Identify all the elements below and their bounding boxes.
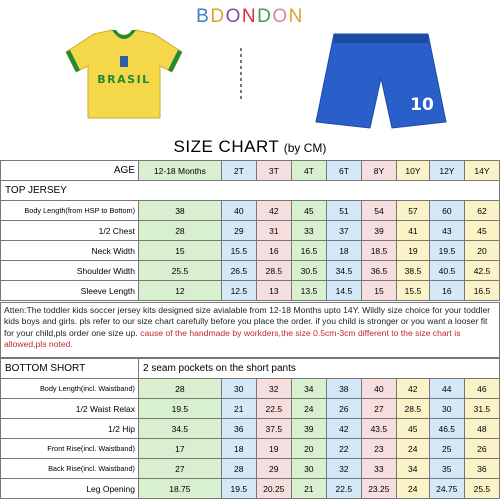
size-header: 10Y [396, 161, 429, 181]
brand-letter: D [257, 6, 273, 27]
size-value-cell: 19 [396, 241, 429, 261]
size-value-cell: 44 [429, 379, 464, 399]
size-value-cell: 51 [326, 201, 361, 221]
size-value-cell: 39 [291, 419, 326, 439]
note-warning: cause of the handmade by workders,the size 0.5cm-3cm different to the size chart is allowed,pls noted. [4, 327, 461, 350]
size-value-cell: 28 [221, 459, 256, 479]
size-value-cell: 41 [396, 221, 429, 241]
size-value-cell: 15.5 [221, 241, 256, 261]
jersey-image [58, 28, 190, 120]
measurement-label: 1/2 Waist Relax [1, 399, 139, 419]
size-value-cell: 18.75 [138, 479, 221, 499]
size-value-cell: 12 [139, 281, 222, 301]
size-value-cell: 18 [326, 241, 361, 261]
size-value-cell: 24.75 [429, 479, 464, 499]
size-value-cell: 30 [221, 379, 256, 399]
top-row [1, 201, 500, 221]
size-value-cell: 42 [396, 379, 429, 399]
size-value-cell: 42.5 [464, 261, 499, 281]
bottom-row [1, 379, 500, 399]
top-section-row [1, 181, 500, 201]
shorts-image [312, 30, 450, 134]
measurement-label: 1/2 Hip [1, 419, 139, 439]
size-value-cell: 37 [326, 221, 361, 241]
waistband [334, 34, 428, 43]
note-text: Atten:The toddler kids soccer jersey kits designed size avialable from 12-18 Months upto 14Y. Wildly size choice for your toddler kids boys and girls. pls refer to our size chart carefully before you place the order. if you child is stronger or you want a looser fit for your child,pls order one size up. [4, 305, 491, 338]
size-value-cell: 22 [326, 439, 361, 459]
size-header: 12Y [429, 161, 464, 181]
size-header: 8Y [361, 161, 396, 181]
size-value-cell: 31.5 [464, 399, 499, 419]
size-value-cell: 24 [396, 479, 429, 499]
bottom-section-title: BOTTOM SHORT [1, 359, 139, 379]
size-value-cell: 20 [291, 439, 326, 459]
size-value-cell: 20 [464, 241, 499, 261]
size-value-cell: 13 [256, 281, 291, 301]
size-value-cell: 25 [429, 439, 464, 459]
size-value-cell: 45 [291, 201, 326, 221]
age-label: AGE [1, 161, 139, 181]
size-value-cell: 34 [396, 459, 429, 479]
size-value-cell: 38.5 [396, 261, 429, 281]
size-value-cell: 27 [361, 399, 396, 419]
size-value-cell: 22.5 [256, 399, 291, 419]
title-unit: (by CM) [283, 141, 327, 155]
measurement-label: 1/2 Chest [1, 221, 139, 241]
bottom-row [1, 439, 500, 459]
bottom-section-row [1, 359, 500, 379]
top-row [1, 281, 500, 301]
top-jersey-table [0, 160, 500, 301]
divider-line [240, 48, 242, 102]
size-value-cell: 15 [361, 281, 396, 301]
size-value-cell: 35 [429, 459, 464, 479]
size-value-cell: 16.5 [291, 241, 326, 261]
size-value-cell: 43.5 [361, 419, 396, 439]
size-value-cell: 22.5 [326, 479, 361, 499]
size-value-cell: 28 [138, 379, 221, 399]
size-value-cell: 28.5 [256, 261, 291, 281]
crest-icon [120, 56, 128, 67]
size-value-cell: 29 [221, 221, 256, 241]
size-value-cell: 45 [396, 419, 429, 439]
size-value-cell: 39 [361, 221, 396, 241]
size-value-cell: 40.5 [429, 261, 464, 281]
top-row [1, 221, 500, 241]
size-value-cell: 30.5 [291, 261, 326, 281]
size-value-cell: 28 [139, 221, 222, 241]
jersey-text: BRASIL [97, 73, 151, 86]
brand-letter: O [225, 6, 242, 27]
measurement-label: Leg Opening [1, 479, 139, 499]
top-row [1, 241, 500, 261]
size-value-cell: 12.5 [221, 281, 256, 301]
size-value-cell: 37.5 [256, 419, 291, 439]
shorts-number: 10 [410, 95, 434, 115]
top-section-title: TOP JERSEY [1, 181, 500, 201]
size-value-cell: 54 [361, 201, 396, 221]
size-value-cell: 40 [361, 379, 396, 399]
size-value-cell: 32 [256, 379, 291, 399]
size-value-cell: 14.5 [326, 281, 361, 301]
size-value-cell: 38 [326, 379, 361, 399]
measurement-label: Neck Width [1, 241, 139, 261]
size-value-cell: 30 [429, 399, 464, 419]
size-value-cell: 15.5 [396, 281, 429, 301]
size-header: 6T [326, 161, 361, 181]
size-value-cell: 42 [256, 201, 291, 221]
bottom-row [1, 419, 500, 439]
size-value-cell: 28.5 [396, 399, 429, 419]
size-value-cell: 16.5 [464, 281, 499, 301]
size-value-cell: 26 [464, 439, 499, 459]
size-value-cell: 60 [429, 201, 464, 221]
size-value-cell: 16 [256, 241, 291, 261]
bottom-row [1, 459, 500, 479]
bottom-short-table [0, 358, 500, 499]
size-header: 4T [291, 161, 326, 181]
measurement-label: Body Length(from HSP to Bottom) [1, 201, 139, 221]
bottom-section-note: 2 seam pockets on the short pants [138, 359, 499, 379]
brand-letter: O [272, 6, 289, 27]
measurement-label: Front Rise(incl. Waistband) [1, 439, 139, 459]
size-value-cell: 48 [464, 419, 499, 439]
size-value-cell: 16 [429, 281, 464, 301]
brand-letter: N [241, 6, 258, 27]
size-header: 12-18 Months [139, 161, 222, 181]
size-value-cell: 21 [221, 399, 256, 419]
bottom-row [1, 479, 500, 499]
measurement-label: Body Length(incl. Waistband) [1, 379, 139, 399]
brand-letter: N [288, 6, 304, 27]
title-main: SIZE CHART [173, 137, 280, 156]
size-value-cell: 36 [221, 419, 256, 439]
size-value-cell: 26.5 [221, 261, 256, 281]
size-value-cell: 19.5 [429, 241, 464, 261]
size-value-cell: 18.5 [361, 241, 396, 261]
size-value-cell: 24 [291, 399, 326, 419]
size-value-cell: 19.5 [138, 399, 221, 419]
size-value-cell: 40 [221, 201, 256, 221]
brand-letter: B [196, 6, 211, 27]
size-value-cell: 30 [291, 459, 326, 479]
measurement-label: Shoulder Width [1, 261, 139, 281]
size-value-cell: 32 [326, 459, 361, 479]
brand-logo [0, 6, 500, 28]
size-value-cell: 34 [291, 379, 326, 399]
size-value-cell: 23.25 [361, 479, 396, 499]
size-header: 14Y [464, 161, 499, 181]
size-value-cell: 46 [464, 379, 499, 399]
size-chart-title [0, 137, 500, 157]
size-value-cell: 18 [221, 439, 256, 459]
size-value-cell: 62 [464, 201, 499, 221]
size-header: 2T [221, 161, 256, 181]
size-header: 3T [256, 161, 291, 181]
size-value-cell: 36 [464, 459, 499, 479]
size-value-cell: 23 [361, 439, 396, 459]
size-value-cell: 19.5 [221, 479, 256, 499]
size-value-cell: 24 [396, 439, 429, 459]
size-value-cell: 17 [138, 439, 221, 459]
size-value-cell: 21 [291, 479, 326, 499]
measurement-label: Back Rise(incl. Waistband) [1, 459, 139, 479]
size-value-cell: 25.5 [139, 261, 222, 281]
size-value-cell: 43 [429, 221, 464, 241]
top-row [1, 261, 500, 281]
size-value-cell: 27 [138, 459, 221, 479]
attention-note [0, 302, 500, 358]
measurement-label: Sleeve Length [1, 281, 139, 301]
size-value-cell: 15 [139, 241, 222, 261]
size-value-cell: 29 [256, 459, 291, 479]
size-value-cell: 20.25 [256, 479, 291, 499]
size-value-cell: 31 [256, 221, 291, 241]
size-value-cell: 25.5 [464, 479, 499, 499]
bottom-row [1, 399, 500, 419]
size-value-cell: 42 [326, 419, 361, 439]
size-value-cell: 36.5 [361, 261, 396, 281]
size-value-cell: 45 [464, 221, 499, 241]
size-value-cell: 33 [291, 221, 326, 241]
brand-letter: D [210, 6, 226, 27]
size-value-cell: 34.5 [326, 261, 361, 281]
size-value-cell: 34.5 [138, 419, 221, 439]
size-value-cell: 57 [396, 201, 429, 221]
size-value-cell: 13.5 [291, 281, 326, 301]
size-value-cell: 46.5 [429, 419, 464, 439]
size-value-cell: 19 [256, 439, 291, 459]
size-value-cell: 26 [326, 399, 361, 419]
size-value-cell: 33 [361, 459, 396, 479]
age-header-row [1, 161, 500, 181]
size-value-cell: 38 [139, 201, 222, 221]
